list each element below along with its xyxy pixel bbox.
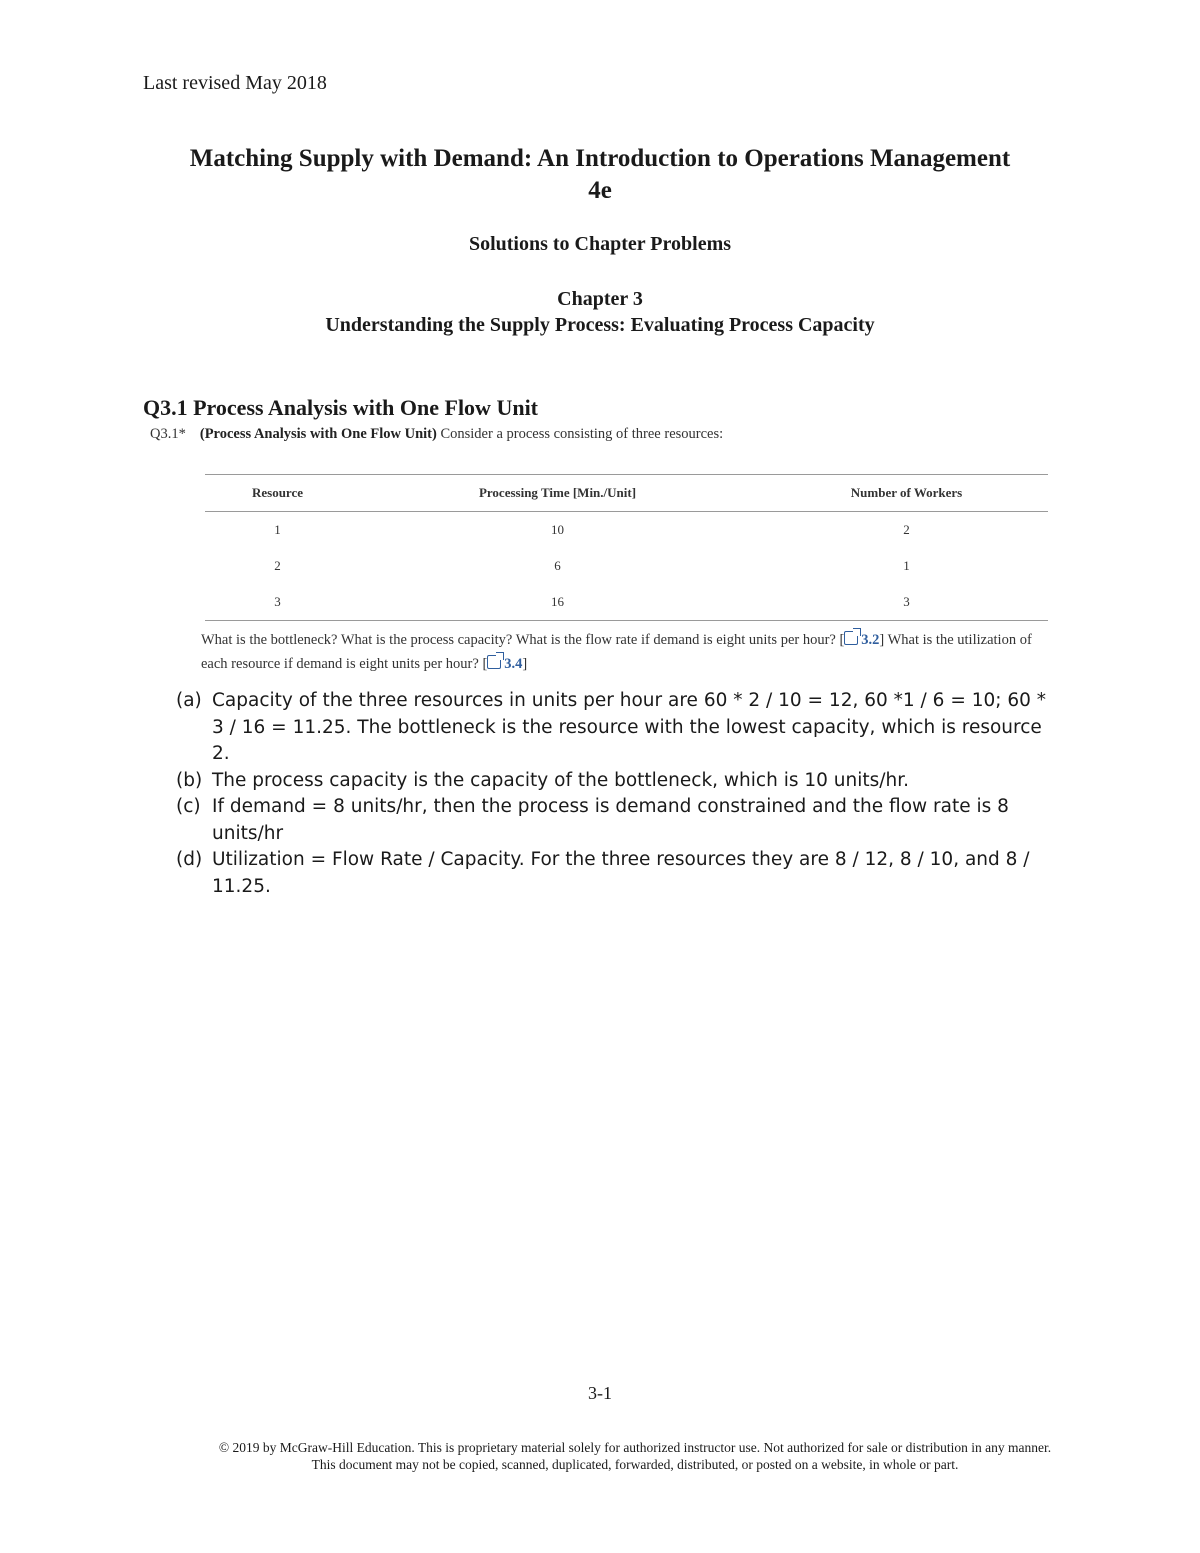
answer-item-c: [176, 794, 1061, 847]
table-cell: 1: [274, 522, 281, 537]
table-header-processing-time: Processing Time [Min./Unit]: [350, 475, 765, 512]
table-row: [205, 512, 1048, 549]
resource-table: [205, 474, 1048, 621]
table-cell: 2: [274, 558, 281, 573]
answer-text: The process capacity is the capacity of the bottleneck, which is 10 units/hr.: [212, 769, 910, 791]
question-prompt: [150, 426, 723, 443]
followup-text-3: ]: [522, 656, 528, 672]
answer-label: (d): [176, 849, 203, 870]
table-cell: 3: [205, 584, 350, 621]
table-cell: 3: [765, 584, 1048, 621]
answer-item-b: [176, 768, 1061, 795]
chapter-title: Understanding the Supply Process: Evaluating Process Capacity: [325, 314, 875, 336]
table-cell: 2: [903, 522, 910, 537]
page-number: 3-1: [588, 1383, 612, 1403]
table-cell: 6: [554, 558, 561, 573]
question-followup: [201, 628, 1061, 676]
chapter-number: Chapter 3: [557, 288, 643, 310]
reference-link-3-2[interactable]: [844, 632, 879, 648]
table-cell: 1: [903, 558, 910, 573]
table-header-resource: Resource: [205, 475, 350, 512]
answer-list: [176, 688, 1061, 900]
table-header-row: [205, 475, 1048, 512]
copyright-notice: © 2019 by McGraw-Hill Education. This is proprietary material solely for authorized instructor use. Not authorized for sale or distribution in any manner. This document may not be copied, scanned, duplicated, forwarded, distributed, or posted on a website, in whole or part.: [218, 1440, 1052, 1472]
table-row: [205, 548, 1048, 584]
table-cell: 10: [551, 522, 564, 537]
document-subtitle: Solutions to Chapter Problems: [468, 233, 732, 255]
reference-label: 3.2: [861, 632, 880, 648]
question-heading: Q3.1 Process Analysis with One Flow Unit: [143, 395, 539, 420]
answer-label: (c): [176, 796, 201, 817]
answer-label: (b): [176, 769, 203, 791]
question-intro: Consider a process consisting of three resources:: [436, 426, 724, 442]
answer-text: Utilization = Flow Rate / Capacity. For the three resources they are 8 / 12, 8 / 10, and 8 / 11.25.: [212, 849, 1030, 897]
answer-item-d: [176, 847, 1061, 900]
reference-label: 3.4: [504, 656, 523, 672]
followup-text-2: ] What is the utilization of each resource if demand is eight units per hour? [: [201, 632, 1032, 672]
reference-link-3-4[interactable]: [487, 656, 522, 672]
title-line-2: 4e: [588, 177, 612, 204]
answer-item-a: [176, 688, 1061, 768]
table-row: [205, 584, 1048, 621]
last-revised-note: Last revised May 2018: [143, 72, 327, 94]
table-header-workers: Number of Workers: [765, 475, 1048, 512]
question-bold-title: (Process Analysis with One Flow Unit): [199, 426, 437, 442]
external-link-icon: [487, 655, 501, 669]
answer-text: If demand = 8 units/hr, then the process is demand constrained and the flow rate is 8 units/hr: [212, 796, 1009, 844]
document-title: [0, 143, 1200, 207]
table-cell: 16: [350, 584, 765, 621]
answer-text: Capacity of the three resources in units per hour are 60 * 2 / 10 = 12, 60 *1 / 6 = 10; 60 * 3 / 16 = 11.25. The bottleneck is the resource with the lowest capacity, which is resource 2.: [212, 690, 1047, 764]
external-link-icon: [844, 631, 858, 645]
question-number: Q3.1*: [150, 426, 186, 442]
followup-text-1: What is the bottleneck? What is the process capacity? What is the flow rate if demand is eight units per hour? [: [201, 632, 845, 648]
title-line-1: Matching Supply with Demand: An Introduction to Operations Management: [189, 145, 1011, 172]
answer-label: (a): [176, 690, 202, 711]
